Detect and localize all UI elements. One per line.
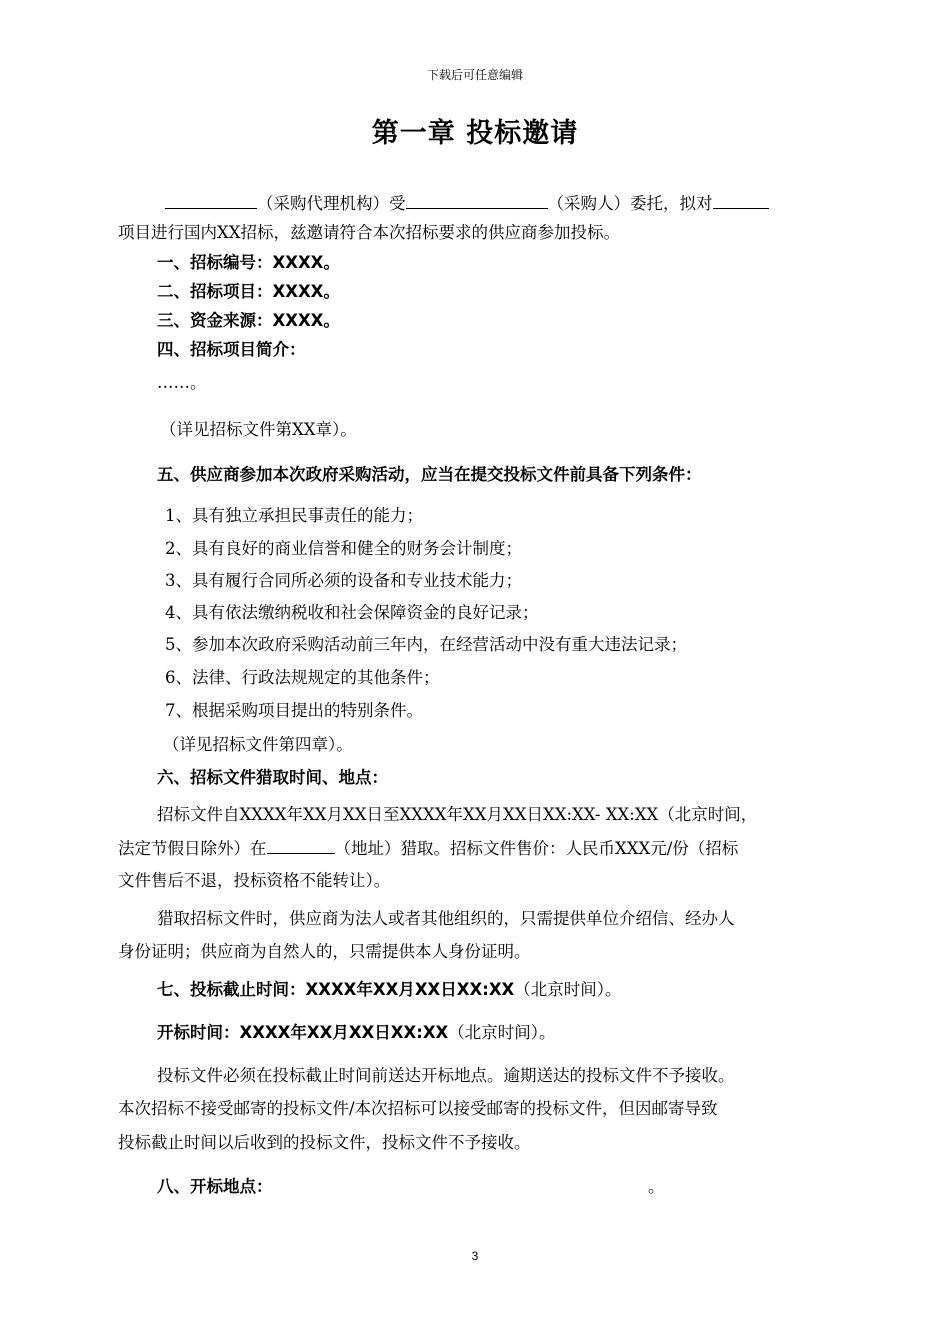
item-seven: 七、投标截止时间：XXXX年XX月XX日XX:XX（北京时间）。 <box>157 980 622 999</box>
six-para1-line3: 文件售后不退，投标资格不能转让）。 <box>118 871 391 890</box>
blank-address <box>267 838 335 854</box>
six-para1-line2: 法定节假日除外）在 （地址）猎取。招标文件售价：人民币XXX元/份（招标 <box>118 839 739 858</box>
condition-6: 6、法律、行政法规规定的其他条件； <box>165 668 440 687</box>
ellipsis-text: ……。 <box>157 373 207 392</box>
condition-5: 5、参加本次政府采购活动前三年内，在经营活动中没有重大违法记录； <box>165 635 687 654</box>
condition-7: 7、根据采购项目提出的特别条件。 <box>165 701 423 720</box>
page-number: 3 <box>471 1249 479 1263</box>
seven-para-line2: 本次招标不接受邮寄的投标文件/本次招标可以接受邮寄的投标文件，但因邮寄导致 <box>118 1099 718 1118</box>
item-six: 六、招标文件猎取时间、地点： <box>157 768 388 787</box>
seven-para-line3: 投标截止时间以后收到的投标文件，投标文件不予接收。 <box>118 1133 531 1152</box>
item-four: 四、招标项目简介： <box>157 340 306 359</box>
condition-2: 2、具有良好的商业信誉和健全的财务会计制度； <box>165 539 522 558</box>
item-eight: 八、开标地点： <box>157 1177 273 1196</box>
condition-1: 1、具有独立承担民事责任的能力； <box>165 506 423 525</box>
header-note: 下载后可任意编辑 <box>426 68 523 82</box>
opening-time: 开标时间：XXXX年XX月XX日XX:XX（北京时间）。 <box>157 1023 556 1042</box>
condition-4: 4、具有依法缴纳税收和社会保障资金的良好记录； <box>165 603 539 622</box>
seven-para-line1: 投标文件必须在投标截止时间前送达开标地点。逾期送达的投标文件不予接收。 <box>157 1066 735 1085</box>
see-chapter-note: （详见招标文件第XX章）。 <box>160 420 357 439</box>
item-five: 五、供应商参加本次政府采购活动，应当在提交投标文件前具备下列条件： <box>157 465 702 484</box>
chapter-title: 第一章 投标邀请 <box>371 118 579 149</box>
item-eight-end: 。 <box>648 1177 665 1196</box>
item-two: 二、招标项目：XXXX。 <box>157 282 340 301</box>
blank-project <box>713 193 769 209</box>
item-three: 三、资金来源：XXXX。 <box>157 311 340 330</box>
blank-purchaser <box>406 193 548 209</box>
blank-agency <box>165 193 257 209</box>
six-para1-line1: 招标文件自XXXX年XX月XX日至XXXX年XX月XX日XX:XX- XX:XX（北京时间， <box>157 805 758 824</box>
six-para2-line2: 身份证明；供应商为自然人的，只需提供本人身份证明。 <box>118 942 531 961</box>
see-chapter-four-note: （详见招标文件第四章）。 <box>163 735 353 754</box>
intro-line-2: 项目进行国内XX招标，兹邀请符合本次招标要求的供应商参加投标。 <box>118 223 620 242</box>
intro-line-1: （采购代理机构）受 （采购人）委托，拟对 <box>165 193 769 214</box>
condition-3: 3、具有履行合同所必须的设备和专业技术能力； <box>165 571 522 590</box>
six-para2-line1: 猎取招标文件时，供应商为法人或者其他组织的，只需提供单位介绍信、经办人 <box>157 909 735 928</box>
item-one: 一、招标编号：XXXX。 <box>157 253 340 272</box>
